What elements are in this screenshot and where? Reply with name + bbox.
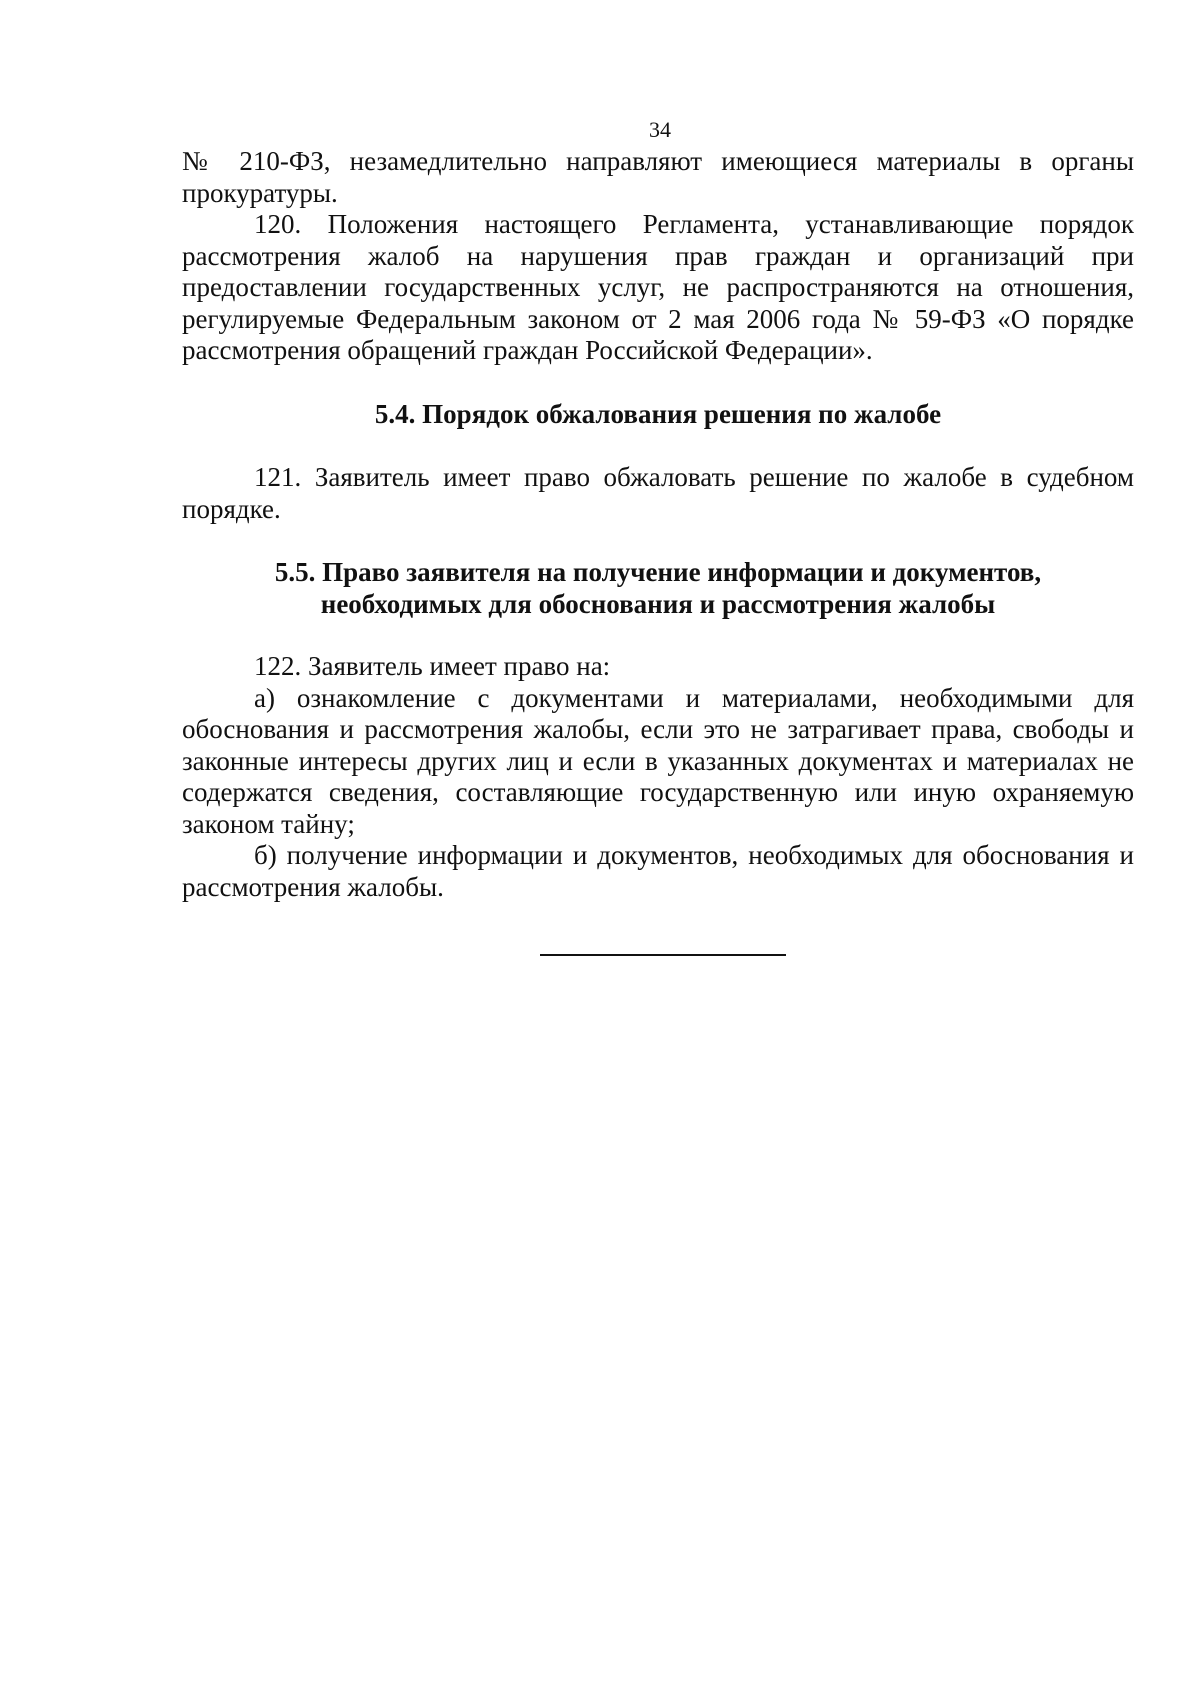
page-number: 34 [649,117,671,142]
paragraph-continuation: № 210-ФЗ, незамедлительно направляют имеющиеся материалы в органы прокуратуры. [182,146,1134,208]
paragraph-122-a: а) ознакомление с документами и материалами, необходимыми для обоснования и рассмотрения жалобы, если это не затрагивает права, свободы и законные интересы других лиц и если в указанных документах и материалах не содержатся сведения, составляющие государственную или иную охраняемую законом тайну; [182,682,1134,839]
section-heading-5-5 [182,557,1134,620]
paragraph-122-b: б) получение информации и документов, необходимых для обоснования и рассмотрения жалобы. [182,840,1134,902]
section-heading-5-5-line-2: необходимых для обоснования и рассмотрения жалобы [320,588,996,619]
end-of-document-rule [540,954,786,956]
section-heading-5-4: 5.4. Порядок обжалования решения по жалобе [374,398,942,429]
paragraph-122: 122. Заявитель имеет право на: [254,651,611,681]
paragraph-120: 120. Положения настоящего Регламента, устанавливающие порядок рассмотрения жалоб на нарушения прав граждан и организаций при предоставлении государственных услуг, не распространяются на отношения, регулируемые Федеральным законом от 2 мая 2006 года № 59-ФЗ «О порядке рассмотрения обращений граждан Российской Федерации». [182,209,1134,365]
document-body [182,146,1134,903]
section-heading-5-5-line-1: 5.5. Право заявителя на получение информации и документов, [274,557,1042,587]
paragraph-121: 121. Заявитель имеет право обжаловать решение по жалобе в судебном порядке. [182,462,1134,524]
